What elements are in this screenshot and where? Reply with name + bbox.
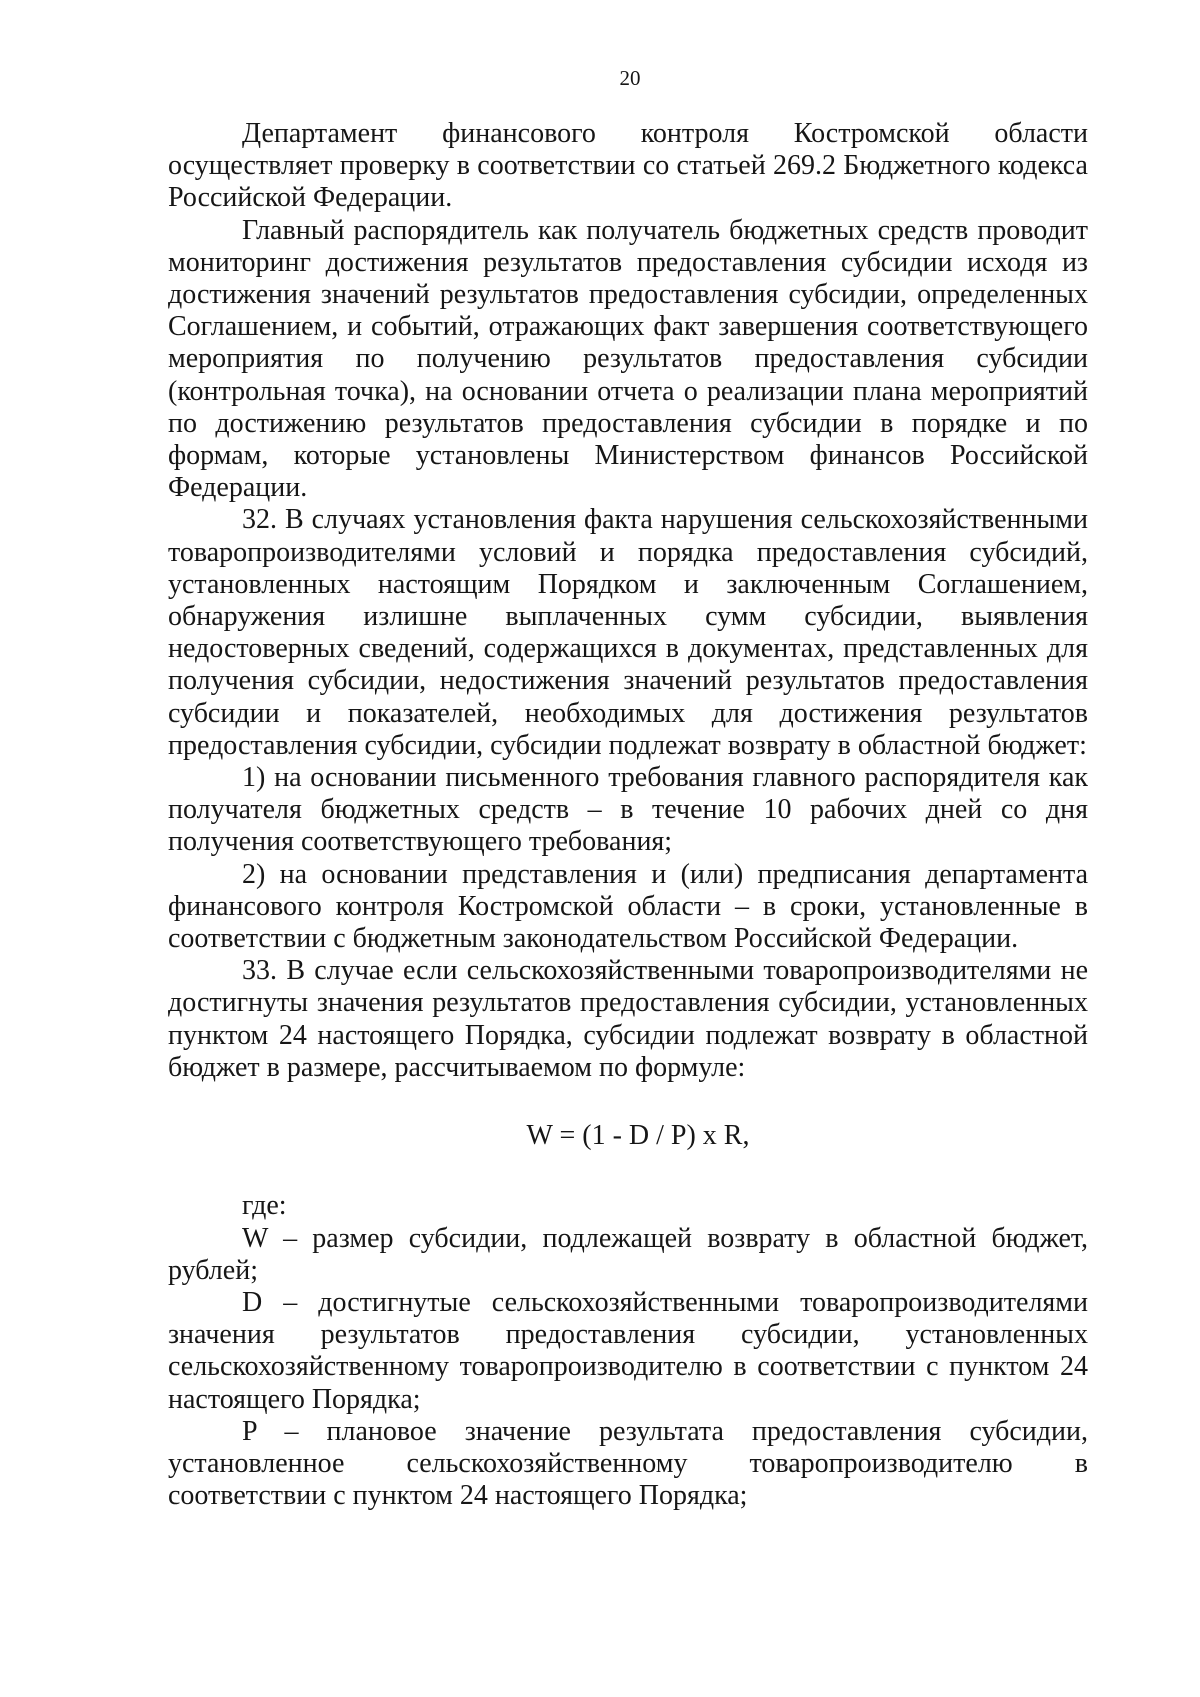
paragraph-subitem-2: 2) на основании представления и (или) предписания департамента финансового контроля Костромской области – в сроки, установленные в соответствии с бюджетным законодательством Российской Федерации. [168, 858, 1088, 955]
paragraph-item-32: 32. В случаях установления факта нарушения сельскохозяйственными товаропроизводителями условий и порядка предоставления субсидий, установленных настоящим Порядком и заключенным Соглашением, обнаружения излишне выплаченных сумм субсидии, выявления недостоверных сведений, содержащихся в документах, представленных для получения субсидии, недостижения значений результатов предоставления субсидии и показателей, необходимых для достижения результатов предоставления субсидии, субсидии подлежат возврату в областной бюджет: [168, 504, 1088, 761]
formula: W = (1 - D / P) x R, [526, 1120, 750, 1152]
definition-d: D – достигнутые сельскохозяйственными товаропроизводителями значения результатов предоставления субсидии, установленных сельскохозяйственному товаропроизводителю в соответствии с пунктом 24 настоящего Порядка; [168, 1286, 1088, 1415]
where-label: где: [242, 1190, 287, 1222]
document-body [168, 118, 1088, 1512]
page-number: 20 [619, 66, 641, 90]
paragraph-subitem-1: 1) на основании письменного требования главного распорядителя как получателя бюджетных средств – в течение 10 рабочих дней со дня получения соответствующего требования; [168, 762, 1088, 858]
definition-w: W – размер субсидии, подлежащей возврату в областной бюджет, рублей; [168, 1222, 1088, 1286]
paragraph-item-33: 33. В случае если сельскохозяйственными товаропроизводителями не достигнуты значения результатов предоставления субсидии, установленных пунктом 24 настоящего Порядка, субсидии подлежат возврату в областной бюджет в размере, рассчитываемом по формуле: [168, 955, 1088, 1083]
paragraph-audit-department: Департамент финансового контроля Костромской области осуществляет проверку в соответствии со статьей 269.2 Бюджетного кодекса Российской Федерации. [168, 118, 1088, 214]
definition-p: P – плановое значение результата предоставления субсидии, установленное сельскохозяйственному товаропроизводителю в соответствии с пунктом 24 настоящего Порядка; [168, 1415, 1088, 1512]
paragraph-monitoring: Главный распорядитель как получатель бюджетных средств проводит мониторинг достижения результатов предоставления субсидии исходя из достижения значений результатов предоставления субсидии, определенных Соглашением, и событий, отражающих факт завершения соответствующего мероприятия по получению результатов предоставления субсидии (контрольная точка), на основании отчета о реализации плана мероприятий по достижению результатов предоставления субсидии в порядке и по формам, которые установлены Министерством финансов Российской Федерации. [168, 214, 1088, 504]
